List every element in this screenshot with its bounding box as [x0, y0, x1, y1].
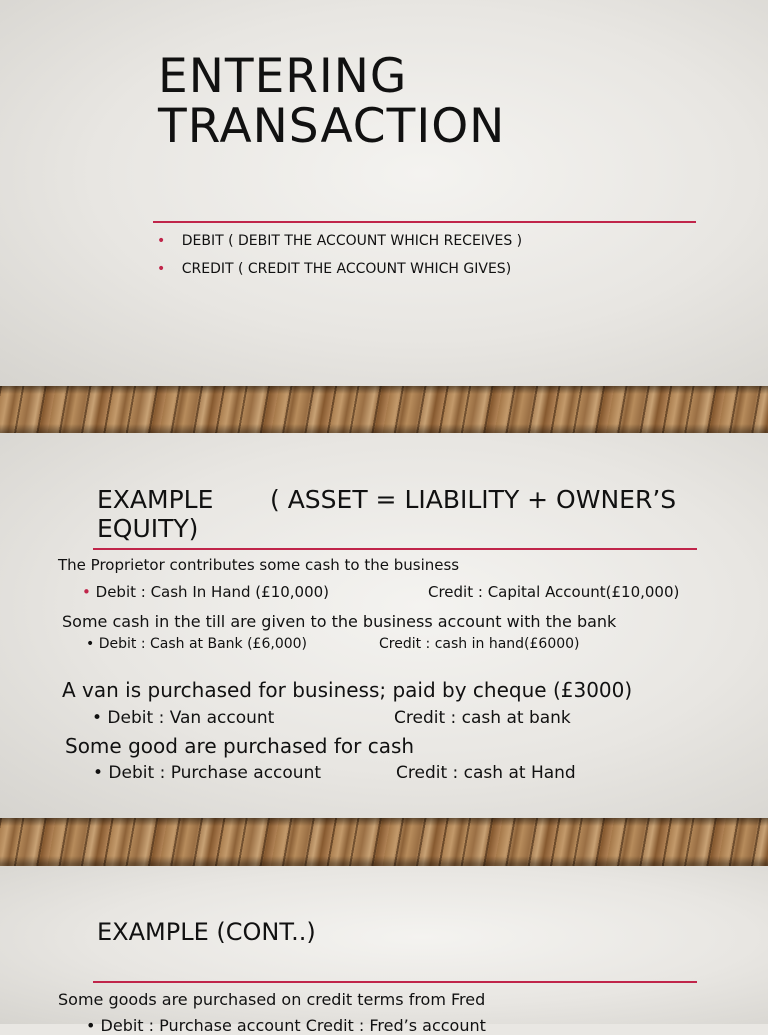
- slide-2-title-line1-right: ( ASSET = LIABILITY + OWNER’S: [270, 485, 677, 514]
- item-4-credit: Credit : cash at Hand: [396, 763, 576, 783]
- item-2-credit: Credit : cash in hand(£6000): [379, 636, 580, 652]
- item-3-debit: • Debit : Van account: [92, 708, 275, 728]
- bullet-dot-icon: •: [82, 583, 91, 601]
- slide-2-title-line2: EQUITY): [97, 514, 199, 543]
- slide-1-divider: [153, 221, 696, 223]
- slide-1-bullet-1-text: DEBIT ( DEBIT THE ACCOUNT WHICH RECEIVES ): [181, 233, 523, 249]
- slide-1-bullet-1: [157, 233, 522, 249]
- slide-3: [0, 866, 768, 1035]
- slide-3-item-1-heading: Some goods are purchased on credit terms from Fred: [58, 990, 486, 1009]
- item-3-credit: Credit : cash at bank: [394, 708, 571, 728]
- item-1-heading: The Proprietor contributes some cash to the business: [58, 556, 460, 574]
- bullet-dot-icon: •: [157, 233, 166, 249]
- slide-1-title-line2: TRANSACTION: [158, 99, 506, 154]
- slide-1-title-line1: ENTERING: [158, 49, 408, 104]
- item-4-heading: Some good are purchased for cash: [65, 734, 415, 758]
- wood-floor-separator: [0, 386, 768, 433]
- slide-2: [0, 433, 768, 818]
- slide-2-title-line1-left: EXAMPLE: [97, 485, 214, 514]
- bullet-dot-icon: •: [157, 261, 166, 277]
- item-1-debit-text: Debit : Cash In Hand (£10,000): [95, 583, 330, 601]
- slide-1-title: [158, 49, 506, 154]
- slide-1-bullet-2-text: CREDIT ( CREDIT THE ACCOUNT WHICH GIVES): [181, 261, 512, 277]
- slide-3-title: EXAMPLE (CONT..): [97, 918, 316, 946]
- slide-2-divider: [93, 548, 697, 550]
- wood-floor-separator: [0, 818, 768, 866]
- slide-3-item-1-detail: • Debit : Purchase account Credit : Fred’s account: [86, 1016, 486, 1035]
- item-1-debit: [82, 583, 329, 601]
- item-3-heading: A van is purchased for business; paid by cheque (£3000): [62, 678, 633, 702]
- slide-1: [0, 0, 768, 386]
- item-1-credit: Credit : Capital Account(£10,000): [428, 583, 680, 601]
- item-2-heading: Some cash in the till are given to the business account with the bank: [62, 612, 617, 631]
- item-2-debit: • Debit : Cash at Bank (£6,000): [86, 636, 307, 652]
- slide-3-divider: [93, 981, 697, 983]
- slide-1-bullet-2: [157, 261, 511, 277]
- item-4-debit: • Debit : Purchase account: [93, 763, 322, 783]
